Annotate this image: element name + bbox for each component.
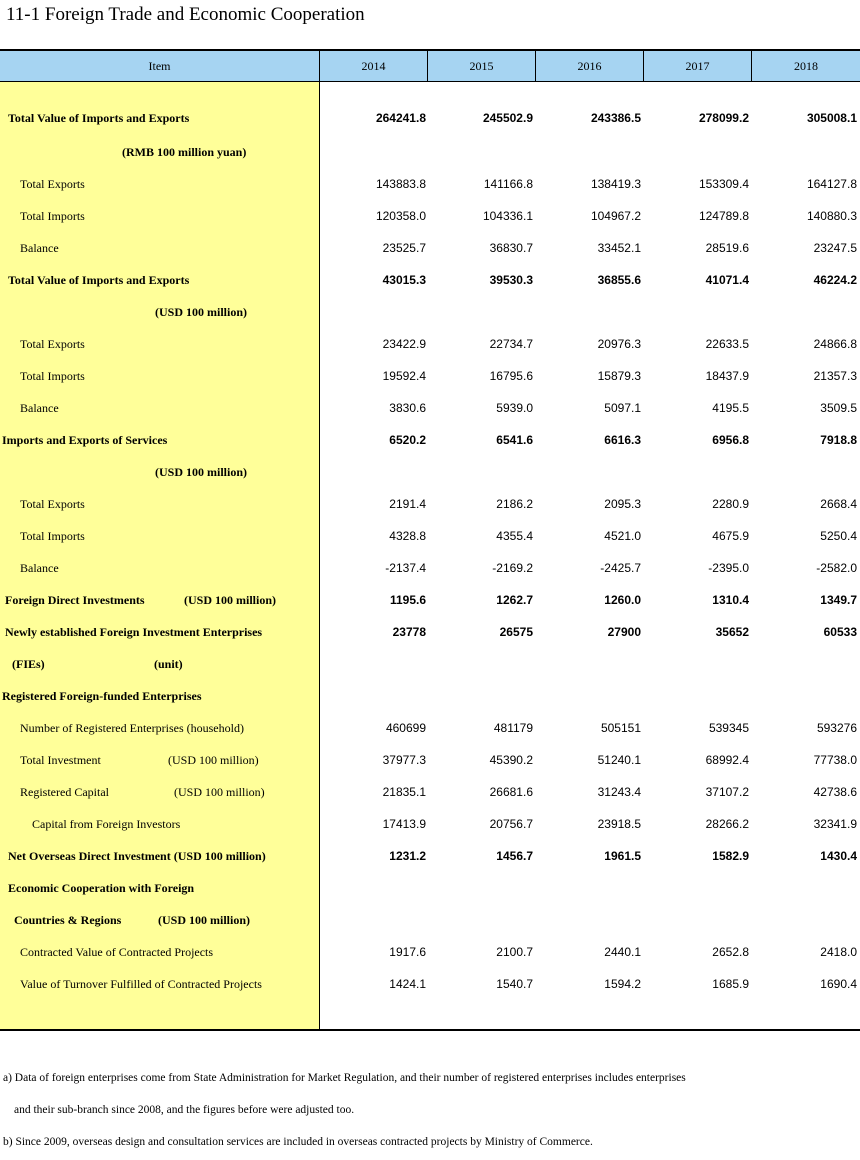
row-value: 2191.4 [389,497,426,511]
row-value: 1594.2 [604,977,641,991]
row-value: 23247.5 [813,241,857,255]
row-value [649,904,749,936]
row-value: 26681.6 [489,785,533,799]
row-value: 5939.0 [496,401,533,415]
row-value: 2095.3 [604,497,641,511]
row-value: 2668.4 [820,497,857,511]
row-value: 1685.9 [712,977,749,991]
row-label: Number of Registered Enterprises (household) [20,721,244,735]
row-value [326,872,426,904]
row-value: 6956.8 [712,433,749,447]
row-value [541,136,641,168]
row-value [649,648,749,680]
row-value: 3509.5 [820,401,857,415]
row-value: 1456.7 [496,849,533,863]
row-value [541,904,641,936]
row-value: 36830.7 [489,241,533,255]
table-row [0,584,860,616]
row-label: (USD 100 million) [155,465,248,479]
row-label: Total Imports [20,209,85,223]
row-value [757,648,857,680]
row-value: 481179 [493,721,533,735]
row-label: (FIEs) [12,657,45,671]
row-value: 264241.8 [375,111,426,125]
row-label: Registered Foreign-funded Enterprises [2,689,202,703]
row-value: -2169.2 [492,561,533,575]
footnote-b: b) Since 2009, overseas design and consultation services are included in overseas contracted projects by Ministry of Commerce. [3,1136,593,1148]
table-row [0,712,860,744]
row-value: 4675.9 [712,529,749,543]
row-value: 77738.0 [813,753,857,767]
row-label: Balance [20,401,59,415]
row-value: 2186.2 [496,497,533,511]
row-value: 1195.6 [389,593,426,607]
row-value [433,904,533,936]
row-value: 16795.6 [489,369,533,383]
row-value: 6520.2 [389,433,426,447]
row-unit: (USD 100 million) [184,593,277,607]
table-header [0,51,860,82]
row-value: 6616.3 [604,433,641,447]
row-value: 15879.3 [597,369,641,383]
table-row [0,808,860,840]
row-value: 104967.2 [590,209,641,223]
row-value: 24866.8 [813,337,857,351]
row-value [649,872,749,904]
row-value [757,904,857,936]
row-value [326,648,426,680]
header-year: 2016 [536,51,644,81]
row-value [326,296,426,328]
row-value: 539345 [708,721,749,735]
row-value: 36855.6 [597,273,641,287]
row-value: 23422.9 [382,337,426,351]
row-label: Total Exports [20,497,85,511]
header-year: 2018 [794,59,818,73]
row-value [541,456,641,488]
row-label: (RMB 100 million yuan) [122,145,247,159]
row-value: 26575 [499,625,533,639]
header-year: 2017 [644,51,752,81]
row-value [326,904,426,936]
header-year: 2014 [320,51,428,81]
row-value: 1349.7 [820,593,857,607]
row-value: 1582.9 [712,849,749,863]
row-label: Balance [20,241,59,255]
row-value: 6541.6 [496,433,533,447]
row-value: 4355.4 [496,529,533,543]
row-value: 4195.5 [712,401,749,415]
row-value: 143883.8 [375,177,426,191]
table-row [0,840,860,872]
table-row [0,136,860,168]
table-row [0,264,860,296]
row-value: 104336.1 [482,209,533,223]
row-label: Total Exports [20,337,85,351]
table-row [0,680,860,712]
row-value: 2418.0 [820,945,857,959]
row-label: Net Overseas Direct Investment (USD 100 million) [8,849,266,863]
row-value: 1310.4 [712,593,749,607]
row-value: 22633.5 [705,337,749,351]
row-value: 68992.4 [705,753,749,767]
row-value [757,456,857,488]
row-unit: (USD 100 million) [168,753,259,767]
row-value: -2137.4 [385,561,426,575]
row-value: 46224.2 [813,273,857,287]
row-value [541,296,641,328]
table-row [0,616,860,648]
row-value: 41071.4 [705,273,749,287]
row-label: Total Value of Imports and Exports [8,273,190,287]
row-value: 37977.3 [382,753,426,767]
table-row [0,392,860,424]
row-value: 20976.3 [597,337,641,351]
table-row [0,200,860,232]
row-label: Newly established Foreign Investment Enterprises [5,625,263,639]
row-value [541,872,641,904]
table-row [0,456,860,488]
row-value: 3830.6 [389,401,426,415]
row-label: Total Value of Imports and Exports [8,111,190,125]
table-row [0,936,860,968]
table-row [0,296,860,328]
table-row [0,776,860,808]
table-row [0,360,860,392]
row-value: 17413.9 [382,817,426,831]
row-value: -2395.0 [708,561,749,575]
row-value: 2100.7 [496,945,533,959]
row-value: 243386.5 [590,111,641,125]
row-value: 5097.1 [604,401,641,415]
row-value [433,296,533,328]
row-value: 460699 [385,721,426,735]
table-row [0,872,860,904]
row-label: (USD 100 million) [155,305,248,319]
row-value: 32341.9 [813,817,857,831]
row-label: Total Imports [20,369,85,383]
table-row [0,520,860,552]
row-label: Contracted Value of Contracted Projects [20,945,214,959]
row-value: -2582.0 [816,561,857,575]
row-value: 23918.5 [597,817,641,831]
row-value: 1430.4 [820,849,857,863]
row-value: 1262.7 [496,593,533,607]
row-value: 7918.8 [820,433,857,447]
row-value: 141166.8 [483,177,533,191]
footnote-a-continued: and their sub-branch since 2008, and the figures before were adjusted too. [14,1104,355,1116]
row-value [326,456,426,488]
row-value: 18437.9 [705,369,749,383]
row-value [433,456,533,488]
row-value: 28519.6 [705,241,749,255]
row-value: 39530.3 [489,273,533,287]
table-row [0,552,860,584]
footnote-a: a) Data of foreign enterprises come from State Administration for Market Regulation, and their number of registered enterprises includes enterprises [3,1072,686,1084]
row-value [649,456,749,488]
row-label: Registered Capital [20,785,109,799]
row-value: 21835.1 [382,785,426,799]
row-value: 593276 [816,721,857,735]
table-row [0,968,860,1000]
row-value [649,296,749,328]
row-label: Countries & Regions [14,913,122,927]
row-value: 1961.5 [604,849,641,863]
row-value: 245502.9 [482,111,533,125]
table-row [0,168,860,200]
row-value: 2652.8 [712,945,749,959]
row-value: 20756.7 [489,817,533,831]
row-value: 1424.1 [389,977,426,991]
row-value [757,296,857,328]
table-row [0,488,860,520]
row-unit: (unit) [154,657,183,671]
table-row [0,424,860,456]
table-row [0,744,860,776]
row-value [433,680,533,712]
row-value [541,648,641,680]
table-row [0,648,860,680]
row-value [433,136,533,168]
row-value: 21357.3 [813,369,857,383]
row-value [649,136,749,168]
row-value: 1260.0 [604,593,641,607]
row-value: 19592.4 [382,369,426,383]
row-label: Value of Turnover Fulfilled of Contracted Projects [20,977,262,991]
table-bottom-rule [0,1029,860,1031]
row-value: 2440.1 [604,945,641,959]
row-value [326,136,426,168]
row-value: 51240.1 [597,753,641,767]
row-value: 22734.7 [489,337,533,351]
row-value: 4328.8 [389,529,426,543]
table-row [0,102,860,134]
row-value [757,136,857,168]
table-row [0,904,860,936]
row-value: 23525.7 [382,241,426,255]
header-year: 2015 [428,51,536,81]
row-value: 1231.2 [389,849,426,863]
row-value [433,872,533,904]
table-row [0,232,860,264]
row-value: 120358.0 [375,209,426,223]
row-value: 138419.3 [590,177,641,191]
row-value: 42738.6 [813,785,857,799]
row-value: -2425.7 [600,561,641,575]
row-value: 43015.3 [382,273,426,287]
row-value: 5250.4 [820,529,857,543]
row-label: Balance [20,561,59,575]
row-value: 60533 [823,625,857,639]
page-title: 11-1 Foreign Trade and Economic Cooperation [6,4,365,25]
row-value [757,872,857,904]
row-value: 305008.1 [806,111,857,125]
table-row [0,328,860,360]
row-value [649,680,749,712]
row-value [433,648,533,680]
row-value: 33452.1 [597,241,641,255]
row-value [541,680,641,712]
row-label: Capital from Foreign Investors [32,817,181,831]
row-value: 1690.4 [820,977,857,991]
row-label: Total Imports [20,529,85,543]
row-label: Foreign Direct Investments [5,593,145,607]
row-value: 28266.2 [705,817,749,831]
row-value: 23778 [392,625,426,639]
row-value: 140880.3 [806,209,857,223]
row-value: 1540.7 [496,977,533,991]
row-value: 35652 [715,625,749,639]
header-item: Item [0,51,320,81]
row-label: Total Investment [20,753,101,767]
row-value: 4521.0 [604,529,641,543]
row-value: 164127.8 [806,177,857,191]
row-value: 278099.2 [698,111,749,125]
row-value: 2280.9 [712,497,749,511]
row-value: 1917.6 [389,945,426,959]
row-value: 153309.4 [698,177,749,191]
row-value: 27900 [607,625,641,639]
row-label: Total Exports [20,177,85,191]
row-label: Economic Cooperation with Foreign [8,881,195,895]
row-unit: (USD 100 million) [174,785,265,799]
row-label: Imports and Exports of Services [2,433,168,447]
row-value: 124789.8 [698,209,749,223]
row-value: 31243.4 [597,785,641,799]
row-value: 505151 [600,721,641,735]
row-value [757,680,857,712]
row-value [326,680,426,712]
row-value: 37107.2 [705,785,749,799]
row-value: 45390.2 [489,753,533,767]
row-unit: (USD 100 million) [158,913,251,927]
